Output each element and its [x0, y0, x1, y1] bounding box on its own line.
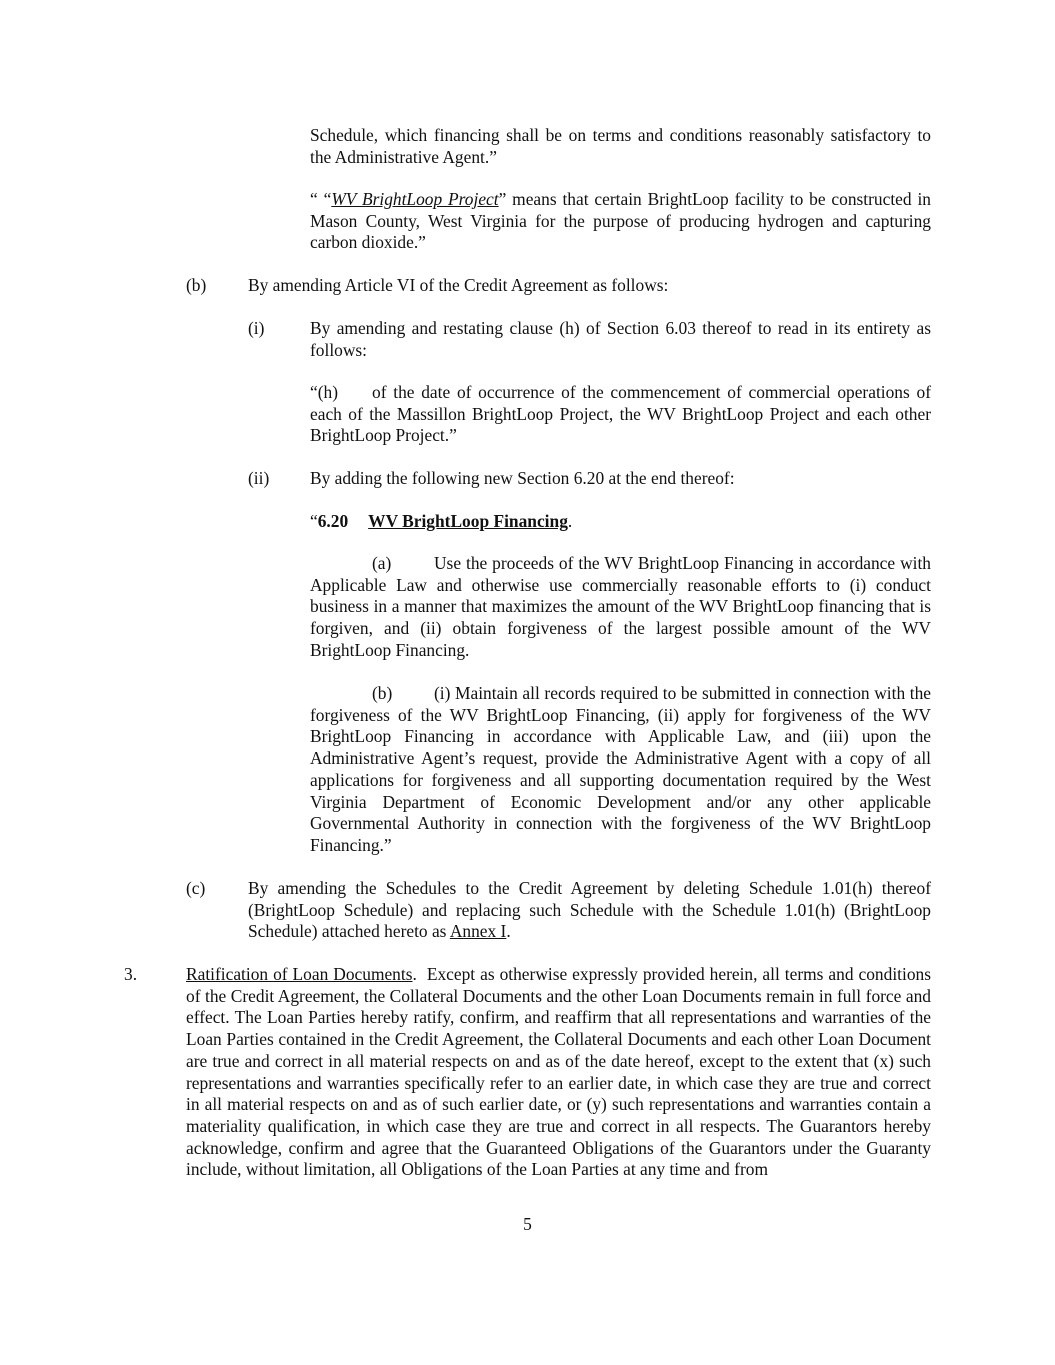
- clause-h-label: “(h): [310, 382, 338, 402]
- sub-paragraph-a-label: (a): [372, 553, 392, 573]
- page-number: 5: [523, 1214, 532, 1234]
- section-6-20-period: .: [567, 511, 573, 531]
- section-3-paragraph: [186, 964, 931, 1181]
- item-b-text: By amending Article VI of the Credit Agreement as follows:: [248, 275, 669, 295]
- item-c-text-after: .: [506, 921, 511, 942]
- item-b-marker: (b): [186, 275, 207, 295]
- section-6-20-heading: [310, 511, 572, 533]
- item-b-i-marker: (i): [248, 318, 265, 338]
- definition-text: ” means that certain BrightLoop facility to be constructed in Mason County, West Virginia for the purpose of producing hydrogen and capturing carbon dioxide.”: [310, 189, 931, 253]
- sub-paragraph-a-text: Use the proceeds of the WV BrightLoop Financing in accordance with Applicable Law and otherwise use commercially reasonable efforts to (i) conduct business in a manner that maximizes the amount of the WV BrightLoop financing that is forgiven, and (ii) obtain forgiveness of the largest possible amount of the WV BrightLoop Financing.: [310, 553, 931, 660]
- section-3-heading-period: .: [412, 964, 417, 984]
- definition-open-quote: “ “: [310, 189, 332, 209]
- section-6-20-title: WV BrightLoop Financing: [368, 511, 568, 531]
- clause-h-text: of the date of occurrence of the commencement of commercial operations of each of the Massillon BrightLoop Project, the WV BrightLoop Project and each other BrightLoop Project.”: [310, 382, 931, 446]
- section-3-text: Except as otherwise expressly provided herein, all terms and conditions of the Credit Agreement, the Collateral Documents and the other Loan Documents remain in full force and effect. The Loan Parties hereby ratify, confirm, and reaffirm that all representations and warranties of the Loan Parties contained in the Credit Agreement, the Collateral Documents and each other Loan Document are true and correct in all material respects on and as of the date hereof, except to the extent that (x) such representations and warranties specifically refer to an earlier date, in which case they are true and correct in all material respects on and as of such earlier date, or (y) such representations and warranties contain a materiality qualification, in which case they are true and correct in all respects. The Guarantors hereby acknowledge, confirm and agree that the Guaranteed Obligations of the Guarantors under the Guaranty include, without limitation, all Obligations of the Loan Parties at any time and from: [186, 964, 931, 1180]
- schedule-definition-continuation: Schedule, which financing shall be on terms and conditions reasonably satisfactory to the Administrative Agent.”: [310, 125, 931, 167]
- section-3-marker: 3.: [124, 964, 138, 984]
- item-c-text: [248, 878, 931, 943]
- section-6-20-open-quote: “: [310, 511, 318, 531]
- item-b-ii-marker: (ii): [248, 468, 270, 488]
- sub-paragraph-b-text: (i) Maintain all records required to be submitted in connection with the forgiveness of the WV BrightLoop Financing, (ii) apply for forgiveness of the WV BrightLoop Financing in accordance with Applicable Law, and (iii) upon the Administrative Agent’s request, provide the Administrative Agent with a copy of all applications for forgiveness and all supporting documentation required by the West Virginia Department of Economic Development and/or any other applicable Governmental Authority in connection with the forgiveness of the WV BrightLoop Financing.”: [310, 683, 931, 855]
- item-c-text-before: By amending the Schedules to the Credit Agreement by deleting Schedule 1.01(h) thereof (BrightLoop Schedule) and replacing such Schedule with the Schedule 1.01(h) (BrightLoop Schedule) attached hereto as: [248, 878, 931, 942]
- section-6-20-number: 6.20: [317, 511, 349, 531]
- section-3-heading: Ratification of Loan Documents: [186, 964, 413, 984]
- wv-brightloop-project-definition: [310, 189, 931, 254]
- annex-i-reference: Annex I: [449, 921, 507, 942]
- item-b-i-text: By amending and restating clause (h) of Section 6.03 thereof to read in its entirety as follows:: [310, 318, 931, 360]
- item-c-marker: (c): [186, 878, 206, 898]
- item-b-ii-text: By adding the following new Section 6.20 at the end thereof:: [310, 468, 735, 488]
- sub-paragraph-b-label: (b): [372, 683, 393, 703]
- defined-term: WV BrightLoop Project: [331, 189, 499, 209]
